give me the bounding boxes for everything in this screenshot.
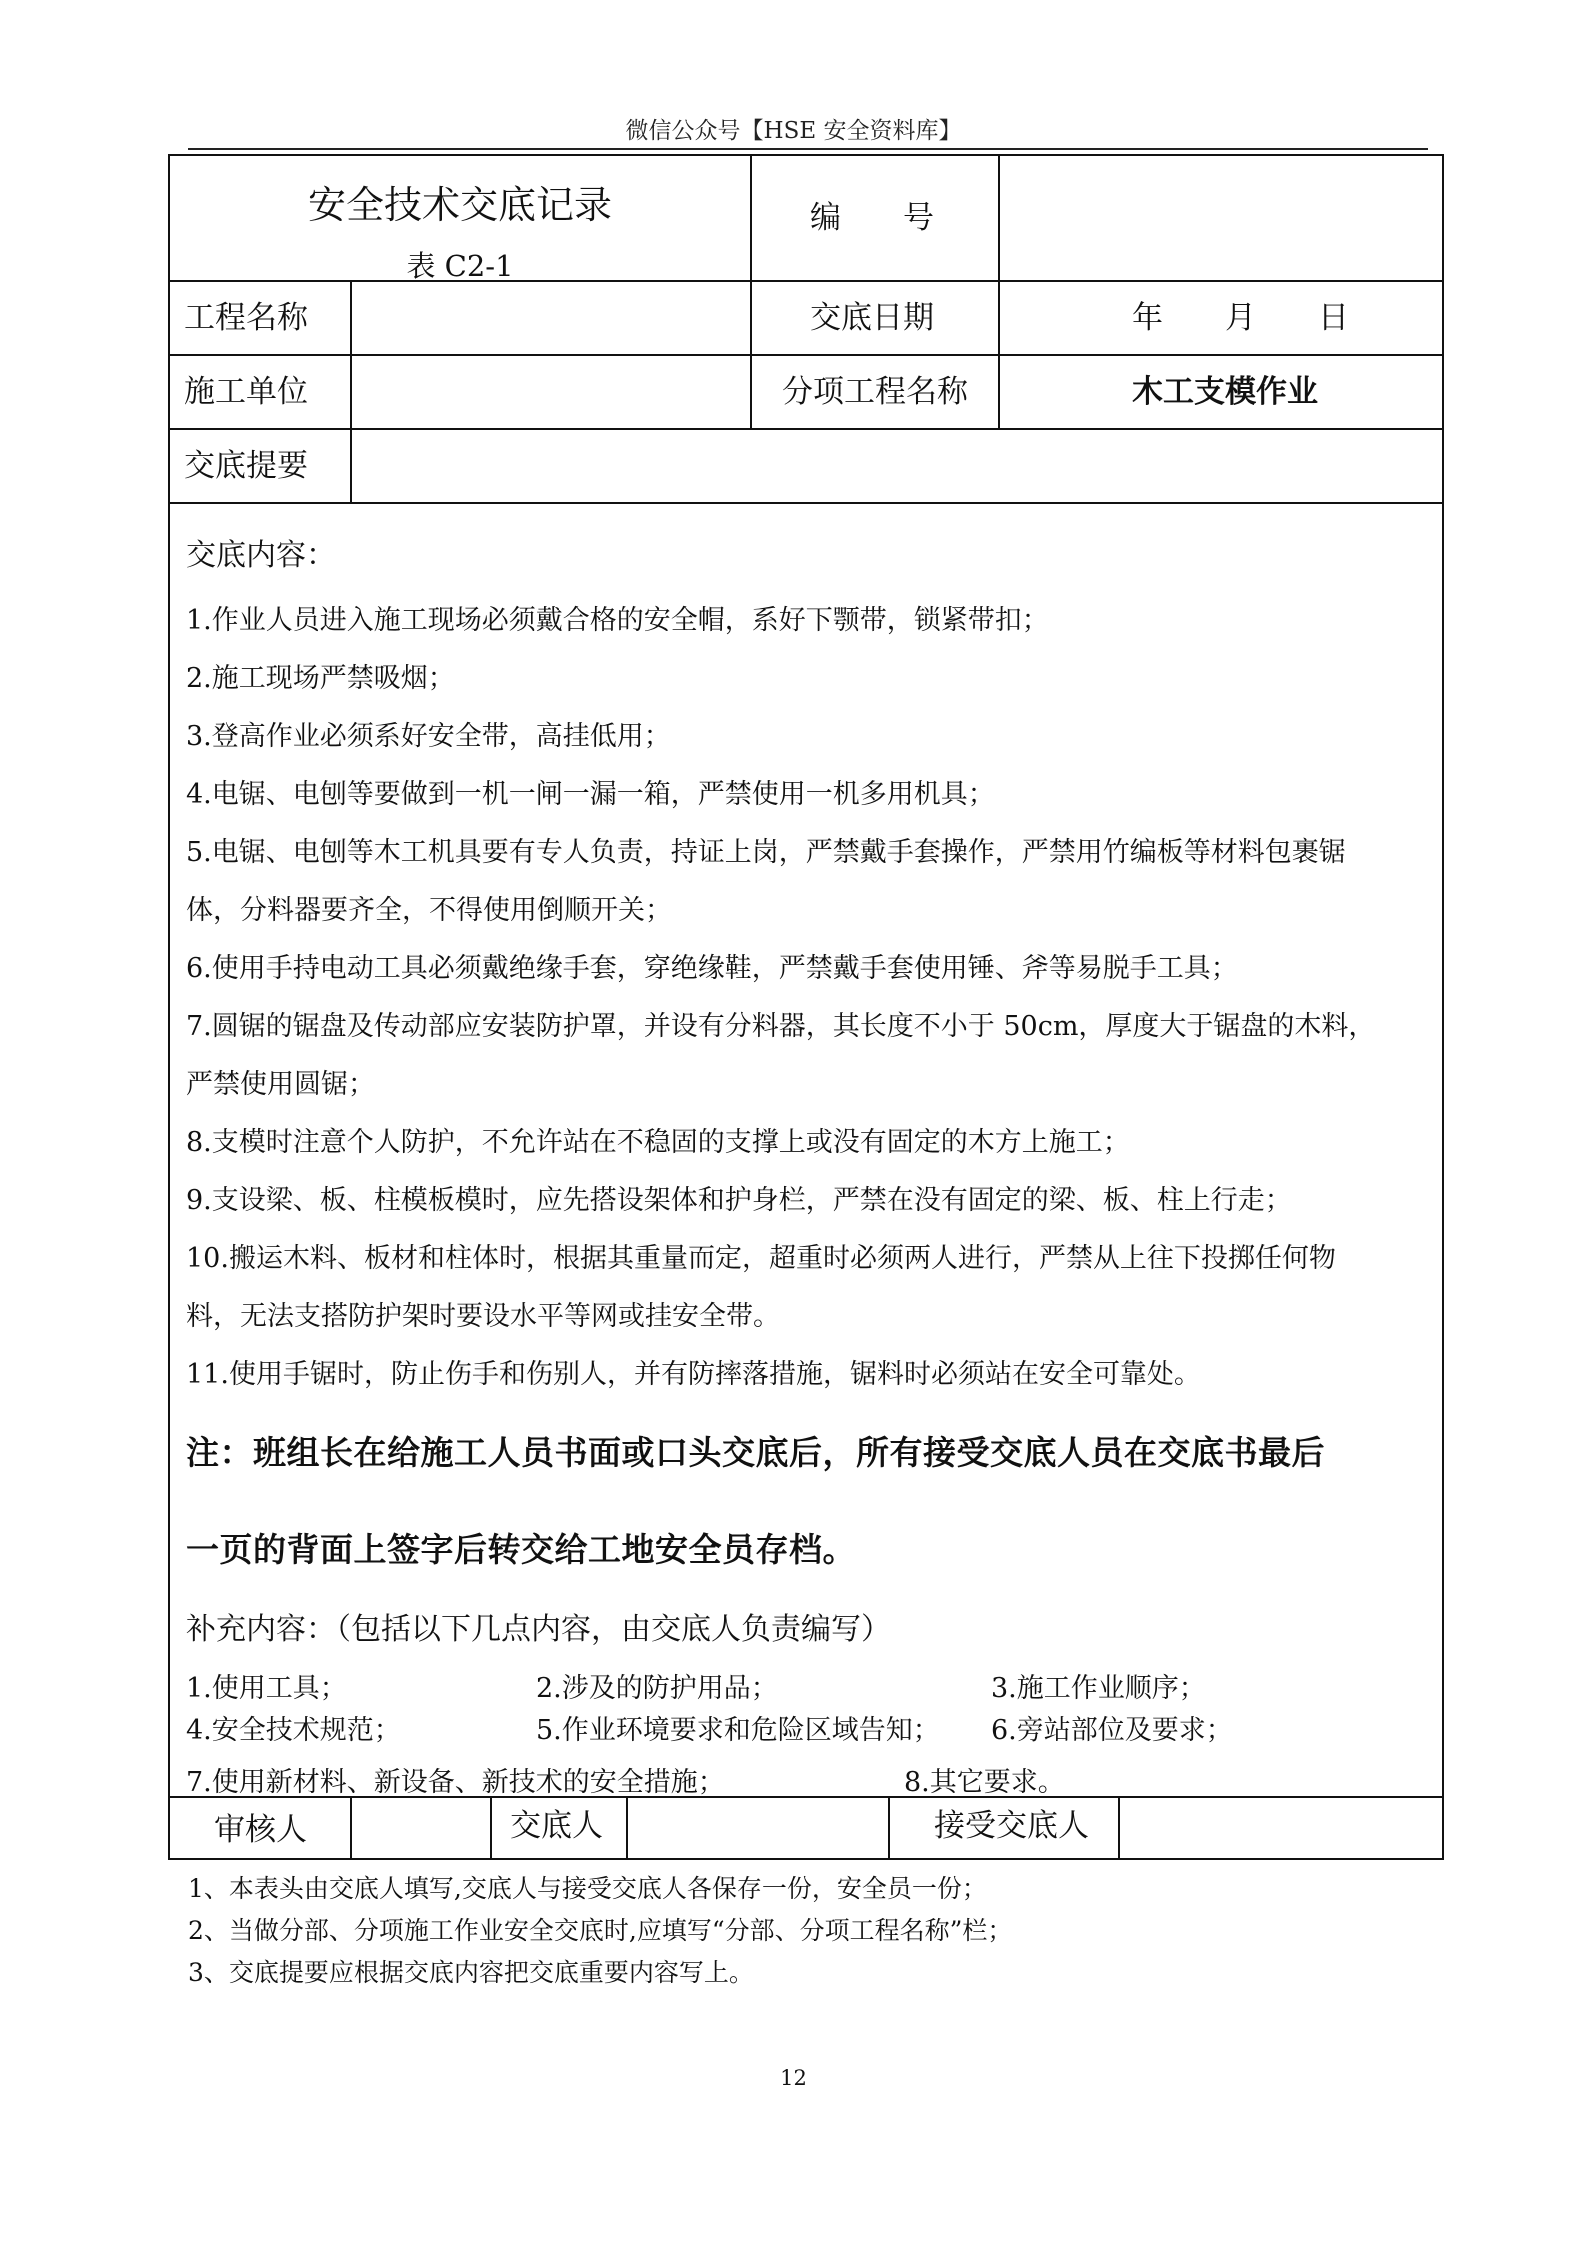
content-item: 6.使用手持电动工具必须戴绝缘手套，穿绝缘鞋，严禁戴手套使用锤、斧等易脱手工具；: [186, 953, 1238, 984]
column-divider: [750, 156, 752, 430]
supplement-row: [186, 1762, 1426, 1804]
disclosure-content: [186, 536, 1426, 1804]
page-number: 12: [780, 2066, 807, 2090]
column-divider: [626, 1796, 628, 1860]
row-divider: [170, 428, 1442, 430]
form-title: 安全技术交底记录: [307, 183, 612, 227]
footer-note: 3、交底提要应根据交底内容把交底重要内容写上。: [188, 1958, 754, 1987]
column-divider: [490, 1796, 492, 1860]
header-rule: [188, 148, 1428, 150]
supplement-item: 2.涉及的防护用品；: [536, 1673, 778, 1704]
row-divider: [170, 502, 1442, 504]
supplement-item: 3.施工作业顺序；: [991, 1673, 1206, 1704]
supplement-row: [186, 1668, 1426, 1710]
row-divider: [170, 354, 1442, 356]
note-line: 一页的背面上签字后转交给工地安全员存档。: [186, 1530, 856, 1569]
content-item: 11.使用手锯时，防止伤手和伤别人，并有防摔落措施，锯料时必须站在安全可靠处。: [186, 1359, 1201, 1390]
form-code: 表 C2-1: [406, 249, 514, 283]
content-item: 1.作业人员进入施工现场必须戴合格的安全帽，系好下颚带，锁紧带扣；: [186, 605, 1049, 636]
content-item: 2.施工现场严禁吸烟；: [186, 663, 455, 694]
footer-note: 2、当做分部、分项施工作业安全交底时,应填写“分部、分项工程名称”栏；: [188, 1916, 1013, 1945]
content-item: 7.圆锯的锯盘及传动部应安装防护罩，并设有分料器，其长度不小于 50cm，厚度大于锯盘的木料，: [186, 1011, 1376, 1042]
column-divider: [1118, 1796, 1120, 1860]
content-item: 4.电锯、电刨等要做到一机一闸一漏一箱，严禁使用一机多用机具；: [186, 779, 995, 810]
note-line: 注：班组长在给施工人员书面或口头交底后，所有接受交底人员在交底书最后: [186, 1433, 1325, 1472]
supplement-item: 1.使用工具；: [186, 1673, 347, 1704]
supplement-heading: 补充内容：（包括以下几点内容，由交底人负责编写）: [186, 1612, 891, 1647]
subproject-field[interactable]: 木工支模作业: [1132, 374, 1318, 410]
date-label: 交底日期: [810, 300, 934, 336]
discloser-label: 交底人: [510, 1808, 603, 1844]
date-field[interactable]: 年 月 日: [1132, 300, 1349, 336]
content-item: 3.登高作业必须系好安全带，高挂低用；: [186, 721, 671, 752]
column-divider: [350, 280, 352, 504]
safety-disclosure-form: [168, 154, 1444, 1860]
content-item: 9.支设梁、板、柱模板模时，应先搭设架体和护身栏，严禁在没有固定的梁、板、柱上行走；: [186, 1185, 1292, 1216]
content-item: 体，分料器要齐全，不得使用倒顺开关；: [186, 895, 672, 926]
content-item: 严禁使用圆锯；: [186, 1069, 375, 1100]
unit-label: 施工单位: [184, 374, 308, 410]
receiver-label: 接受交底人: [934, 1808, 1089, 1844]
content-item: 料，无法支搭防护架时要设水平等网或挂安全带。: [186, 1301, 780, 1332]
column-divider: [998, 156, 1000, 430]
number-label: 编 号: [810, 200, 934, 236]
column-divider: [350, 1796, 352, 1860]
supplement-item: 8.其它要求。: [904, 1767, 1065, 1798]
footer-notes: [188, 1868, 1438, 1994]
column-divider: [888, 1796, 890, 1860]
subproject-label: 分项工程名称: [782, 374, 968, 410]
supplement-item: 6.旁站部位及要求；: [991, 1715, 1233, 1746]
supplement-item: 4.安全技术规范；: [186, 1715, 401, 1746]
supplement-row: [186, 1710, 1426, 1752]
supplement-item: 5.作业环境要求和危险区域告知；: [536, 1715, 940, 1746]
summary-label: 交底提要: [184, 448, 308, 484]
content-heading: 交底内容：: [186, 538, 336, 573]
content-item: 10.搬运木料、板材和柱体时，根据其重量而定，超重时必须两人进行，严禁从上往下投掷任何物: [186, 1243, 1336, 1274]
content-item: 8.支模时注意个人防护，不允许站在不稳固的支撑上或没有固定的木方上施工；: [186, 1127, 1130, 1158]
project-name-label: 工程名称: [184, 300, 308, 336]
supplement-item: 7.使用新材料、新设备、新技术的安全措施；: [186, 1767, 725, 1798]
footer-note: 1、本表头由交底人填写,交底人与接受交底人各保存一份，安全员一份；: [188, 1874, 987, 1903]
document-header: 微信公众号【HSE 安全资料库】: [625, 118, 962, 144]
content-item: 5.电锯、电刨等木工机具要有专人负责，持证上岗，严禁戴手套操作，严禁用竹编板等材料包裹锯: [186, 837, 1346, 868]
reviewer-label: 审核人: [214, 1812, 307, 1848]
